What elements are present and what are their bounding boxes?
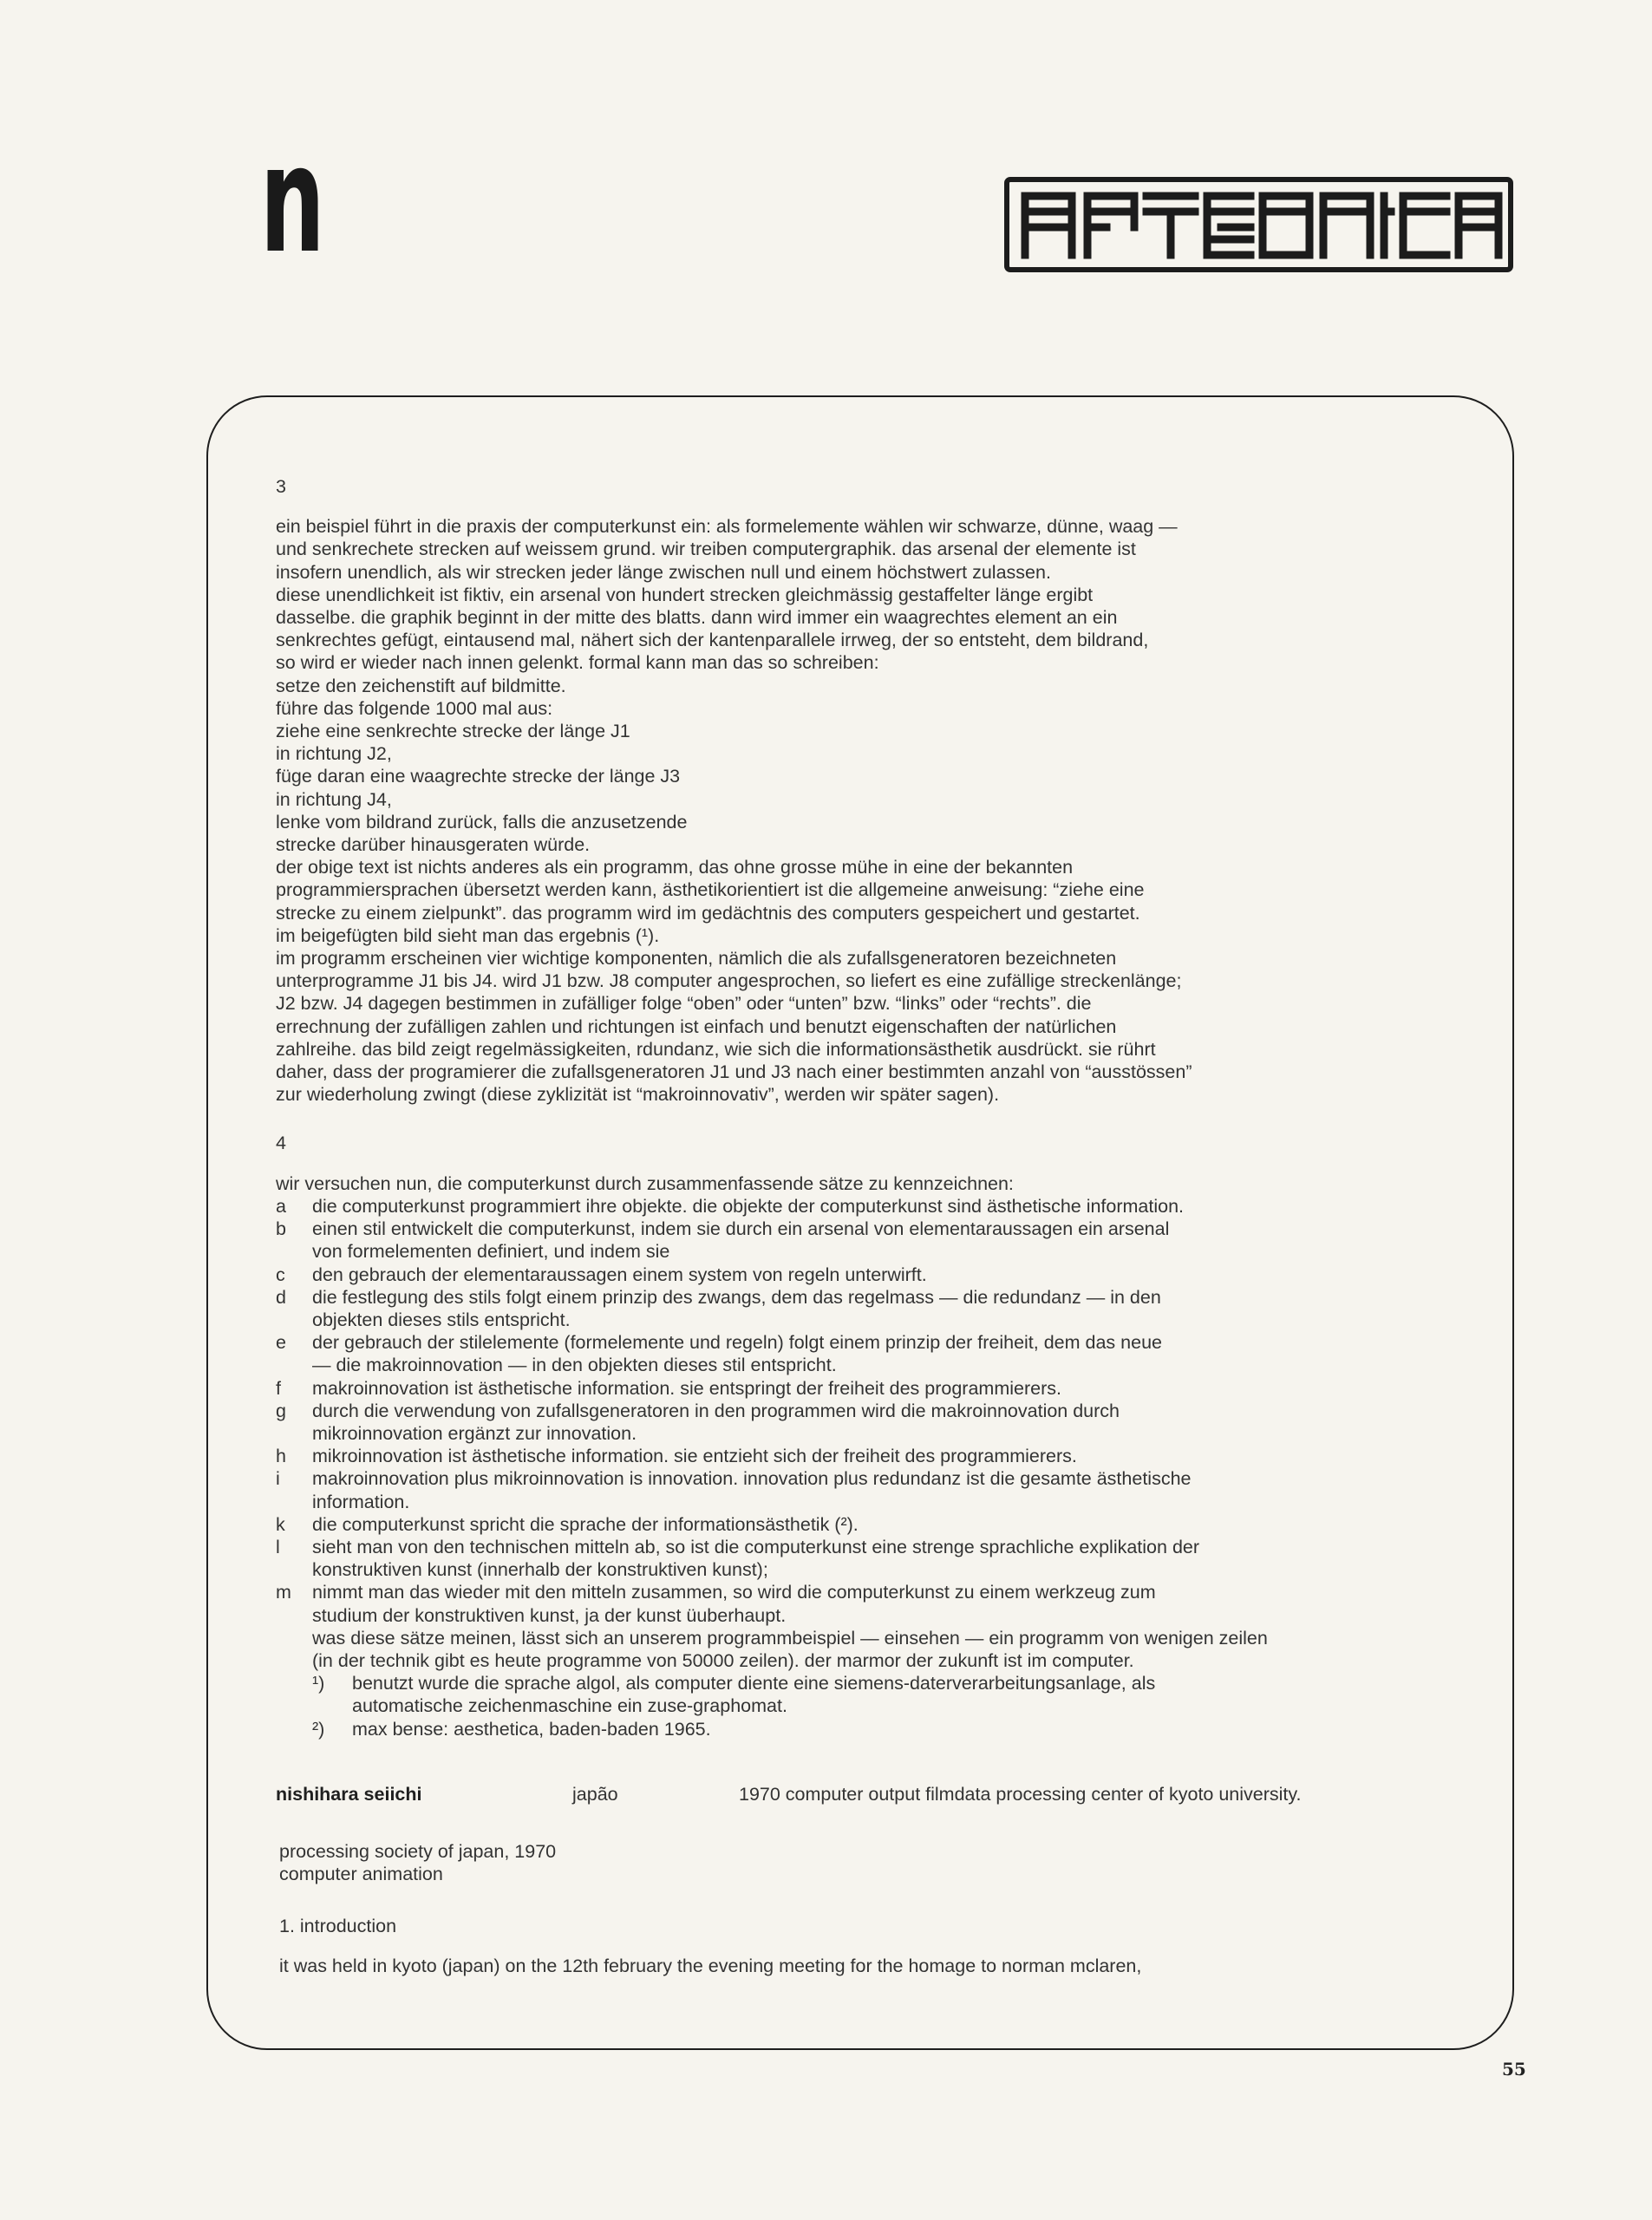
text-line: studium der konstruktiven kunst, ja der kunst üuberhaupt. [312,1604,787,1626]
text-line: ziehe eine senkrechte strecke der länge J1 [276,721,630,742]
text-line: strecke darüber hinausgeraten würde. [276,834,591,856]
text-line: (in der technik gibt es heute programme von 50000 zeilen). der marmor der zukunft ist im computer. [312,1649,1134,1671]
list-item [276,1263,1481,1286]
text-line: makroinnovation ist ästhetische information. sie entspringt der freiheit des programmierers. [312,1377,1061,1399]
footnote [276,1672,1481,1717]
text-line: diese unendlichkeit ist fiktiv, ein arsenal von hundert strecken gleichmässig gestaffelter länge ergibt [276,584,1094,605]
item-label: g [276,1400,286,1421]
text-line: information. [312,1491,410,1512]
list-item [276,1377,1481,1400]
text-line: programmiersprachen übersetzt werden kann, ästhetikorientiert ist die allgemeine anweisung: “ziehe eine [276,879,1145,901]
item-label: m [276,1582,291,1603]
footnote [276,1718,1481,1740]
text-line: it was held in kyoto (japan) on the 12th february the evening meeting for the homage to norman mclaren, [279,1956,1142,1976]
section-3-text [276,515,1481,1106]
text-line: ein beispiel führt in die praxis der computerkunst ein: als formelemente wählen wir schwarze, dünne, waag — [276,516,1178,538]
closing-text [276,1627,1481,1672]
section-heading: 1. introduction [279,1916,397,1936]
text-line: den gebrauch der elementaraussagen einem system von regeln unterwirft. [312,1263,927,1285]
list-item [276,1331,1481,1376]
text-line: im beigefügten bild sieht man das ergebnis (¹). [276,924,660,946]
text-line: in richtung J4, [276,788,392,810]
text-line: max bense: aesthetica, baden-baden 1965. [352,1718,711,1740]
footnote-marker: ¹) [312,1673,325,1694]
list-item [276,1467,1481,1512]
text-line: zahlreihe. das bild zeigt regelmässigkeiten, rdundanz, wie sich die informationsästhetik ausdrückt. sie rührt [276,1038,1156,1060]
list-item [276,1218,1481,1263]
text-line: objekten dieses stils entspricht. [312,1309,571,1330]
item-label: a [276,1195,286,1217]
thesis-list [276,1195,1481,1627]
item-label: e [276,1332,286,1354]
text-line: sieht man von den technischen mitteln ab, so ist die computerkunst eine strenge sprachliche explikation der [312,1536,1200,1557]
text-line: was diese sätze meinen, lässt sich an unserem programmbeispiel — einsehen — ein programm von wenigen zeilen [312,1627,1268,1649]
text-line: lenke vom bildrand zurück, falls die anzusetzende [276,811,688,832]
text-line: daher, dass der programierer die zufallsgeneratoren J1 und J3 nach einer bestimmten anzahl von “ausstössen” [276,1061,1192,1083]
footnote-marker: ²) [312,1718,325,1740]
arteonica-logo [1004,177,1513,272]
section-number: 4 [276,1133,286,1154]
text-line: führe das folgende 1000 mal aus: [276,697,553,719]
text-line: automatische zeichenmaschine ein zuse-graphomat. [352,1695,787,1717]
list-item [276,1445,1481,1467]
text-line: — die makroinnovation — in den objekten dieses stil entspricht. [312,1355,837,1376]
text-line: füge daran eine waagrechte strecke der länge J3 [276,766,681,787]
text-line: dasselbe. die graphik beginnt in der mitte des blatts. dann wird immer ein waagrechtes element an ein [276,607,1118,629]
list-item [276,1513,1481,1536]
item-label: f [276,1377,281,1399]
list-item [276,1286,1481,1331]
article-body [276,475,1481,1740]
text-line: nimmt man das wieder mit den mitteln zusammen, so wird die computerkunst zu einem werkzeug zum [312,1582,1156,1603]
item-label: k [276,1513,285,1535]
text-line: so wird er wieder nach innen gelenkt. formal kann man das so schreiben: [276,652,879,674]
next-article [279,1840,1476,1977]
text-line: durch die verwendung von zufallsgeneratoren in den programmen wird die makroinnovation durch [312,1400,1120,1421]
text-line: benutzt wurde die sprache algol, als computer diente eine siemens-daterverarbeitungsanlage, als [352,1673,1156,1694]
text-line: senkrechtes gefügt, eintausend mal, nähert sich der kantenparallele irrweg, der so entsteht, dem bildrand, [276,630,1149,651]
list-item [276,1536,1481,1581]
list-item [276,1195,1481,1218]
section-4-intro: wir versuchen nun, die computerkunst durch zusammenfassende sätze zu kennzeichnen: [276,1172,1014,1194]
author-name: nishihara seiichi [276,1784,422,1805]
text-line: setze den zeichenstift auf bildmitte. [276,675,566,696]
text-line: errechnung der zufälligen zahlen und richtungen ist einfach und benutzt eigenschaften der natürlichen [276,1015,1117,1037]
text-line: J2 bzw. J4 dagegen bestimmen in zufälliger folge “oben” oder “unten” bzw. “links” oder “rechts”. die [276,993,1092,1015]
section-number: 3 [276,476,286,497]
text-line: der obige text ist nichts anderes als ein programm, das ohne grosse mühe in eine der bekannten [276,857,1074,878]
text-line: insofern unendlich, als wir strecken jeder länge zwischen null und einem höchstwert zulassen. [276,561,1051,583]
item-label: l [276,1536,280,1557]
text-line: strecke zu einem zielpunkt”. das programm wird im gedächtnis des computers gespeichert und gestartet. [276,902,1140,924]
item-label: b [276,1218,286,1240]
list-item [276,1581,1481,1626]
text-line: makroinnovation plus mikroinnovation is innovation. innovation plus redundanz ist die gesamte ästhetische [312,1468,1192,1490]
text-line: die computerkunst programmiert ihre objekte. die objekte der computerkunst sind ästhetische information. [312,1195,1185,1217]
text-line: mikroinnovation ist ästhetische information. sie entzieht sich der freiheit des programmierers. [312,1446,1077,1467]
text-line: konstruktiven kunst (innerhalb der konstruktiven kunst); [312,1559,768,1581]
text-line: zur wiederholung zwingt (diese zyklizität ist “makroinnovativ”, werden wir später sagen). [276,1084,1000,1106]
text-line: im programm erscheinen vier wichtige komponenten, nämlich die als zufallsgeneratoren bezeichneten [276,948,1117,970]
text-line: die computerkunst spricht die sprache der informationsästhetik (²). [312,1513,859,1535]
text-line: der gebrauch der stilelemente (formelemente und regeln) folgt einem prinzip der freiheit, dem das neue [312,1332,1162,1354]
item-label: h [276,1446,286,1467]
item-label: c [276,1263,285,1285]
item-label: i [276,1468,280,1490]
text-line: in richtung J2, [276,743,392,765]
list-item [276,1400,1481,1445]
text-line: von formelementen definiert, und indem sie [312,1241,670,1263]
text-line: die festlegung des stils folgt einem prinzip des zwangs, dem das regelmass — die redundanz — in den [312,1286,1161,1308]
item-label: d [276,1286,286,1308]
subject: computer animation [279,1864,443,1884]
text-line: und senkrechete strecken auf weissem grund. wir treiben computergraphik. das arsenal der elemente ist [276,539,1136,560]
section-letter-n: n [259,114,325,286]
text-line: unterprogramme J1 bis J4. wird J1 bzw. J8 computer angesprochen, so liefert es eine zufällige streckenlänge; [276,970,1182,992]
credit-source: 1970 computer output filmdata processing center of kyoto university. [739,1784,1302,1805]
author-country: japão [572,1784,618,1805]
text-line: einen stil entwickelt die computerkunst, indem sie durch ein arsenal von elementaraussagen ein arsenal [312,1218,1170,1240]
text-line: mikroinnovation ergänzt zur innovation. [312,1422,637,1444]
organization: processing society of japan, 1970 [279,1841,557,1862]
page-number: 55 [1502,2059,1526,2080]
